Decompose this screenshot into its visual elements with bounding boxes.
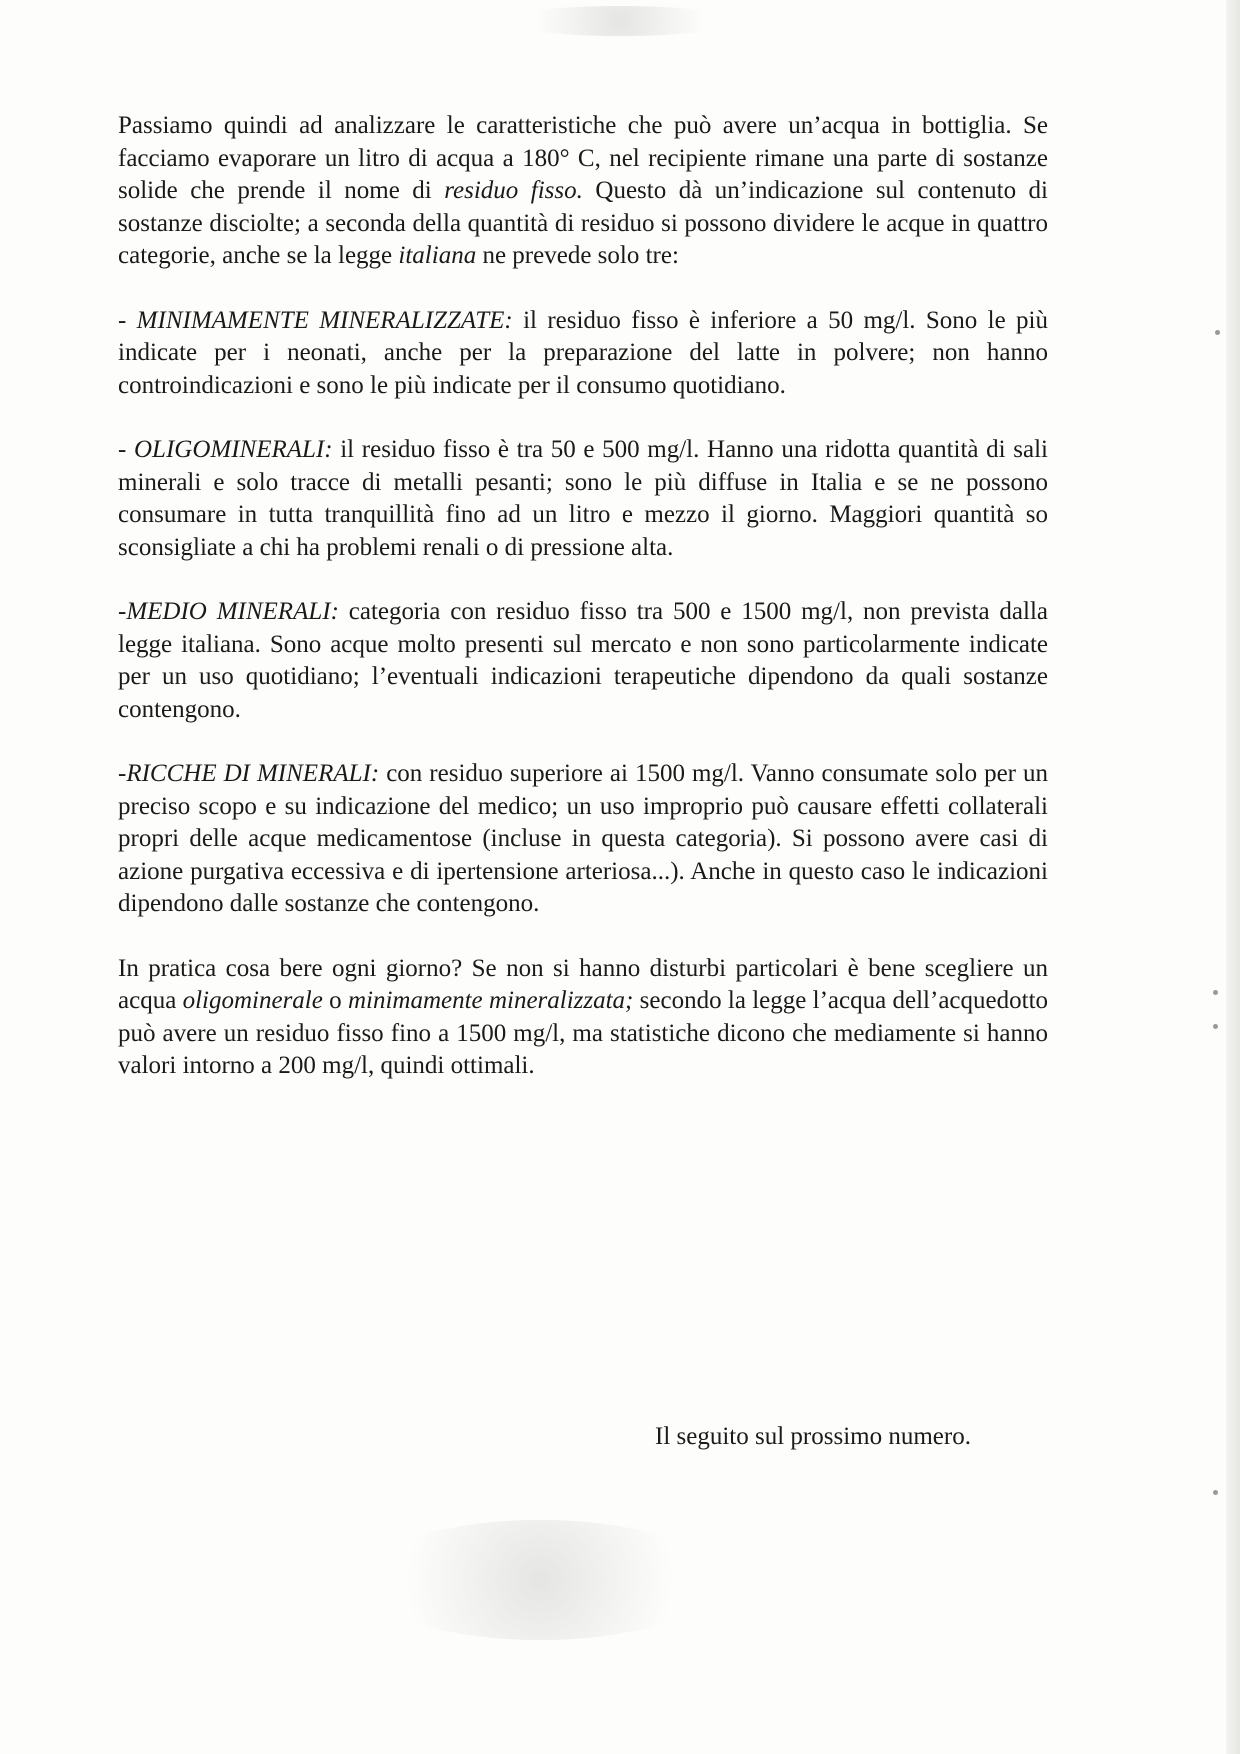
category-ricche bbox=[118, 758, 1048, 921]
intro-text-1: Passiamo quindi ad analizzare le caratteristiche che può avere un’acqua in bottiglia. Se facciamo evaporare un litro di acqua a 180° C, nel recipiente rimane una parte di sostanze solide che prende il nome di bbox=[118, 112, 1048, 204]
category-minimamente bbox=[118, 305, 1048, 403]
intro-emphasis-residuo: residuo fisso. bbox=[444, 177, 583, 204]
punch-mark bbox=[1213, 1024, 1218, 1029]
category-text: con residuo superiore ai 1500 mg/l. Vanno consumate solo per un preciso scopo e su indicazione del medico; un uso improprio può causare effetti collaterali propri delle acque medicamentose (incluse in questa categoria). Si possono avere casi di azione purgativa eccessiva e di ipertensione arteriosa...). Anche in questo caso le indicazioni dipendono dalle sostanze che contengono. bbox=[118, 760, 1048, 917]
category-text: il residuo fisso è inferiore a 50 mg/l. Sono le più indicate per i neonati, anche per la preparazione del latte in polvere; non hanno controindicazioni e sono le più indicate per il consumo quotidiano. bbox=[118, 306, 1048, 399]
practice-emphasis-minimamente: minimamente mineralizzata; bbox=[347, 987, 634, 1014]
category-oligominerali bbox=[118, 434, 1048, 564]
category-medio-minerali bbox=[118, 596, 1048, 726]
punch-mark bbox=[1215, 330, 1220, 335]
article-body bbox=[118, 110, 1048, 1083]
intro-text-2: Questo dà un’indicazione sul contenuto di sostanze disciolte; a seconda della quantità di residuo si possono dividere le acque in quattro categorie, anche se la legge bbox=[118, 177, 1049, 269]
punch-mark bbox=[1213, 990, 1218, 995]
practice-text-3: secondo la legge l’acqua dell’acquedotto può avere un residuo fisso fino a 1500 mg/l, ma statistiche dicono che mediamente si hanno valori intorno a 200 mg/l, quindi ottimali. bbox=[118, 987, 1049, 1079]
practice-text-1: In pratica cosa bere ogni giorno? Se non si hanno disturbi particolari è bene scegliere un acqua bbox=[118, 954, 1048, 1014]
category-title: -MEDIO MINERALI: bbox=[118, 598, 339, 625]
category-title: -RICCHE DI MINERALI: bbox=[118, 760, 380, 787]
page-edge bbox=[1226, 0, 1240, 1754]
signoff-text: Il seguito sul prossimo numero. bbox=[655, 1423, 971, 1450]
bleed-through-smudge bbox=[500, 6, 740, 36]
practice-emphasis-oligominerale: oligominerale bbox=[182, 987, 323, 1014]
punch-mark bbox=[1213, 1490, 1218, 1495]
intro-paragraph bbox=[118, 110, 1048, 273]
practice-paragraph bbox=[118, 953, 1048, 1083]
practice-text-2: o bbox=[322, 987, 348, 1014]
intro-text-3: ne prevede solo tre: bbox=[476, 242, 679, 269]
category-text: il residuo fisso è tra 50 e 500 mg/l. Hanno una ridotta quantità di sali minerali e solo tracce di metalli pesanti; sono le più diffuse in Italia e se ne possono consumare in tutta tranquillità fino ad un litro e mezzo il giorno. Maggiori quantità so sconsigliate a chi ha problemi renali o di pressione alta. bbox=[118, 436, 1048, 561]
category-title: - MINIMAMENTE MINERALIZZATE: bbox=[118, 306, 513, 334]
category-text: categoria con residuo fisso tra 500 e 1500 mg/l, non prevista dalla legge italiana. Sono acque molto presenti sul mercato e non sono particolarmente indicate per un uso quotidiano; l’eventuali indicazioni terapeutiche dipendono da quali sostanze contengono. bbox=[118, 598, 1048, 723]
category-title: - OLIGOMINERALI: bbox=[118, 436, 333, 463]
intro-emphasis-italiana: italiana bbox=[398, 242, 477, 269]
bleed-through-smudge bbox=[360, 1520, 720, 1640]
